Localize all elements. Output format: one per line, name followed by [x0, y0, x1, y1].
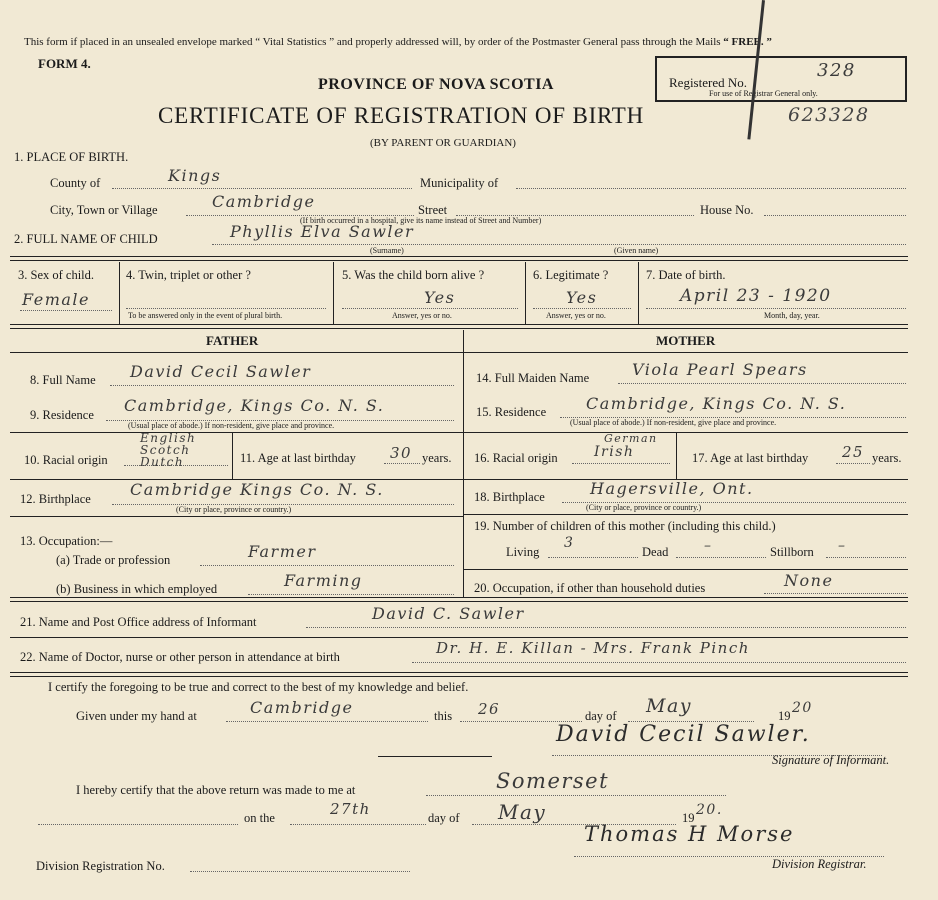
- rule: [10, 676, 908, 677]
- given-year-prefix: 19: [778, 709, 791, 723]
- father-occupation-label: 13. Occupation:—: [20, 534, 113, 548]
- birth-date-value: April 23 - 1920: [680, 286, 832, 306]
- mother-residence-value: Cambridge, Kings Co. N. S.: [586, 394, 847, 413]
- registrar-month-value: May: [498, 800, 547, 824]
- divider: [525, 262, 526, 324]
- birth-date-label: 7. Date of birth.: [646, 268, 726, 282]
- page-title: CERTIFICATE OF REGISTRATION OF BIRTH: [158, 103, 645, 128]
- alive-note: Answer, yes or no.: [392, 311, 452, 320]
- registrar-day-value: 27th: [330, 800, 371, 818]
- legitimate-label: 6. Legitimate ?: [533, 268, 609, 282]
- house-line: [764, 215, 906, 216]
- certify-text: I certify the foregoing to be true and correct to the best of my knowledge and belief.: [48, 680, 469, 694]
- registration-stamp: 623328: [788, 104, 870, 126]
- mother-age-line: [836, 463, 870, 464]
- registrar-text: I hereby certify that the above return was made to me at: [76, 783, 356, 797]
- mother-birthplace-label: 18. Birthplace: [474, 490, 545, 504]
- registrar-day-line: [290, 824, 426, 825]
- county-label: County of: [50, 176, 101, 190]
- given-day-value: 26: [478, 700, 501, 718]
- registered-number: 328: [817, 60, 856, 81]
- signature-label: Signature of Informant.: [772, 753, 890, 767]
- hospital-note: (If birth occurred in a hospital, give its name instead of Street and Number): [300, 216, 542, 225]
- legitimate-line: [533, 308, 631, 309]
- father-name-label: 8. Full Name: [30, 373, 96, 387]
- mother-race-line: [572, 463, 670, 464]
- child-name-label: 2. FULL NAME OF CHILD: [14, 232, 158, 246]
- child-name-value: Phyllis Elva Sawler: [230, 222, 415, 241]
- birth-date-line: [646, 308, 906, 309]
- registrar-place-line: [426, 795, 726, 796]
- legitimate-value: Yes: [566, 288, 598, 307]
- business-label: (b) Business in which employed: [56, 582, 218, 596]
- surname-note: (Surname): [370, 246, 404, 255]
- house-label: House No.: [700, 203, 754, 217]
- father-race-value: English Scotch Dutch: [140, 431, 197, 469]
- mail-notice-text: This form if placed in an unsealed envelope marked “ Vital Statistics ” and properly addressed will, by order of the Postmaster General pass through the Mails: [24, 36, 721, 48]
- form-number: FORM 4.: [38, 56, 91, 71]
- this-label: this: [434, 709, 453, 723]
- twin-label: 4. Twin, triplet or other ?: [126, 268, 251, 282]
- mother-age-value: 25: [842, 443, 865, 461]
- stillborn-value: –: [838, 538, 847, 554]
- father-age-line: [384, 463, 420, 464]
- father-name-value: David Cecil Sawler: [130, 362, 312, 381]
- city-value: Cambridge: [212, 192, 316, 211]
- father-name-line: [110, 385, 454, 386]
- rule: [10, 637, 908, 638]
- father-residence-label: 9. Residence: [30, 408, 94, 422]
- legitimate-note: Answer, yes or no.: [546, 311, 606, 320]
- sex-label: 3. Sex of child.: [18, 268, 95, 282]
- birth-date-note: Month, day, year.: [764, 311, 820, 320]
- alive-label: 5. Was the child born alive ?: [342, 268, 485, 282]
- father-city-note: (City or place, province or country.): [176, 505, 292, 514]
- father-birthplace-value: Cambridge Kings Co. N. S.: [130, 480, 384, 499]
- given-year-value: 20: [792, 700, 813, 716]
- division-number-line: [190, 871, 410, 872]
- informant-label: 21. Name and Post Office address of Informant: [20, 615, 257, 629]
- county-value: Kings: [168, 166, 222, 185]
- parents-divider: [463, 330, 464, 597]
- rule: [463, 569, 908, 570]
- rule: [10, 432, 463, 433]
- rule: [10, 672, 908, 673]
- father-age-value: 30: [390, 444, 413, 462]
- rule: [10, 601, 908, 602]
- doctor-label: 22. Name of Doctor, nurse or other person in attendance at birth: [20, 650, 340, 664]
- father-race-label: 10. Racial origin: [24, 453, 108, 467]
- alive-line: [342, 308, 518, 309]
- rule: [463, 514, 908, 515]
- registrar-day-of-label: day of: [428, 811, 460, 825]
- mother-abode-note: (Usual place of abode.) If non-resident, give place and province.: [570, 418, 777, 427]
- rule: [10, 260, 908, 261]
- living-line: [548, 557, 638, 558]
- doctor-line: [412, 662, 906, 663]
- page-subtitle: (BY PARENT OR GUARDIAN): [370, 137, 516, 149]
- rule: [10, 597, 908, 598]
- registrar-lead-line: [38, 824, 238, 825]
- mother-heading: MOTHER: [656, 333, 716, 348]
- mother-city-note: (City or place, province or country.): [586, 503, 702, 512]
- on-the-label: on the: [244, 811, 275, 825]
- given-name-note: (Given name): [614, 246, 659, 255]
- registrar-year-prefix: 19: [682, 811, 695, 825]
- registered-box: [655, 56, 907, 102]
- mother-race-label: 16. Racial origin: [474, 451, 558, 465]
- child-name-line: [212, 244, 906, 245]
- division-number-label: Division Registration No.: [36, 859, 165, 873]
- registered-label: Registered No.: [669, 75, 747, 90]
- informant-signature: David Cecil Sawler.: [556, 722, 811, 747]
- street-label: Street: [418, 203, 448, 217]
- mother-age-label: 17. Age at last birthday: [692, 451, 809, 465]
- informant-value: David C. Sawler: [372, 604, 525, 623]
- divider: [676, 433, 677, 479]
- divider: [232, 433, 233, 479]
- father-residence-value: Cambridge, Kings Co. N. S.: [124, 396, 385, 415]
- given-place-line: [226, 721, 428, 722]
- dead-value: –: [704, 538, 713, 554]
- day-of-label: day of: [585, 709, 617, 723]
- division-registrar-label: Division Registrar.: [772, 857, 867, 871]
- divider: [333, 262, 334, 324]
- doctor-value: Dr. H. E. Killan - Mrs. Frank Pinch: [436, 639, 750, 657]
- informant-line: [306, 627, 906, 628]
- registrar-signature: Thomas H Morse: [584, 822, 795, 846]
- mother-occupation-line: [764, 593, 906, 594]
- trade-value: Farmer: [248, 542, 317, 561]
- business-value: Farming: [284, 571, 363, 590]
- dead-label: Dead: [642, 545, 669, 559]
- living-value: 3: [564, 535, 575, 551]
- living-label: Living: [506, 545, 540, 559]
- rule: [463, 432, 908, 433]
- twin-line: [126, 308, 326, 309]
- rule: [10, 352, 463, 353]
- rule: [10, 256, 908, 257]
- given-month-value: May: [646, 695, 693, 717]
- place-heading: 1. PLACE OF BIRTH.: [14, 150, 129, 164]
- registrar-place-value: Somerset: [496, 769, 610, 793]
- twin-note: To be answered only in the event of plural birth.: [128, 311, 283, 320]
- registrar-year-value: 20.: [696, 802, 723, 818]
- father-heading: FATHER: [206, 333, 259, 348]
- rule: [10, 516, 463, 517]
- trade-line: [200, 565, 454, 566]
- mother-race-top-value: German: [604, 432, 658, 445]
- sex-value: Female: [22, 290, 90, 309]
- divider: [119, 262, 120, 324]
- father-birthplace-label: 12. Birthplace: [20, 492, 91, 506]
- dead-line: [676, 557, 766, 558]
- municipality-line: [516, 188, 906, 189]
- father-age-label: 11. Age at last birthday: [240, 451, 356, 465]
- city-label: City, Town or Village: [50, 203, 158, 217]
- father-abode-note: (Usual place of abode.) If non-resident, give place and province.: [128, 421, 335, 430]
- registrar-only-note: For use of Registrar General only.: [709, 89, 818, 98]
- mother-race-value: Irish: [594, 444, 635, 460]
- mother-occupation-label: 20. Occupation, if other than household duties: [474, 581, 706, 595]
- father-years-label: years.: [422, 451, 452, 465]
- mother-occupation-value: None: [784, 571, 834, 590]
- business-line: [248, 594, 454, 595]
- province-heading: PROVINCE OF NOVA SCOTIA: [318, 76, 554, 93]
- sex-line: [20, 310, 112, 311]
- mother-name-value: Viola Pearl Spears: [632, 360, 808, 379]
- municipality-label: Municipality of: [420, 176, 499, 190]
- separator: [378, 756, 492, 757]
- given-label: Given under my hand at: [76, 709, 197, 723]
- stillborn-line: [826, 557, 906, 558]
- mother-years-label: years.: [872, 451, 902, 465]
- mother-name-label: 14. Full Maiden Name: [476, 371, 590, 385]
- stillborn-label: Stillborn: [770, 545, 814, 559]
- free-label: “ FREE. ”: [723, 36, 772, 48]
- mother-name-line: [618, 383, 906, 384]
- given-place-value: Cambridge: [250, 698, 354, 717]
- children-count-label: 19. Number of children of this mother (including this child.): [474, 519, 776, 533]
- mother-birthplace-value: Hagersville, Ont.: [590, 479, 754, 498]
- alive-value: Yes: [424, 288, 456, 307]
- rule: [10, 324, 908, 325]
- mail-notice: [24, 36, 772, 48]
- rule: [463, 352, 908, 353]
- county-line: [112, 188, 412, 189]
- trade-label: (a) Trade or profession: [56, 553, 171, 567]
- rule: [10, 328, 908, 329]
- mother-residence-label: 15. Residence: [476, 405, 547, 419]
- divider: [638, 262, 639, 324]
